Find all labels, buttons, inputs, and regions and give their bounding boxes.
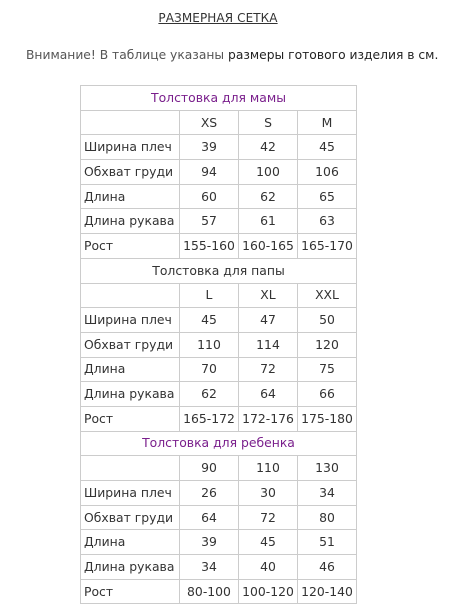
measurement-label: Длина рукава bbox=[81, 209, 180, 234]
measurement-label: Обхват груди bbox=[81, 332, 180, 357]
measurement-value: 64 bbox=[180, 505, 239, 530]
section-title: Толстовка для папы bbox=[81, 258, 357, 283]
size-header-cell: L bbox=[180, 283, 239, 308]
measurement-value: 165-170 bbox=[298, 234, 357, 259]
table-row bbox=[81, 579, 357, 604]
notice-emphasis: размеры готового изделия в см. bbox=[228, 48, 439, 62]
measurement-value: 120-140 bbox=[298, 579, 357, 604]
measurement-value: 51 bbox=[298, 530, 357, 555]
table-row bbox=[81, 184, 357, 209]
measurement-value: 60 bbox=[180, 184, 239, 209]
measurement-value: 26 bbox=[180, 481, 239, 506]
measurement-value: 45 bbox=[180, 308, 239, 333]
notice-prefix: Внимание! В таблице указаны bbox=[26, 48, 229, 62]
measurement-label: Ширина плеч bbox=[81, 308, 180, 333]
measurement-value: 30 bbox=[239, 481, 298, 506]
measurement-value: 110 bbox=[180, 332, 239, 357]
table-row bbox=[81, 406, 357, 431]
measurement-label: Рост bbox=[81, 579, 180, 604]
measurement-label: Длина рукава bbox=[81, 555, 180, 580]
measurement-label: Рост bbox=[81, 234, 180, 259]
measurement-value: 80 bbox=[298, 505, 357, 530]
measurement-value: 72 bbox=[239, 357, 298, 382]
measurement-value: 45 bbox=[298, 135, 357, 160]
table-row bbox=[81, 382, 357, 407]
measurement-value: 34 bbox=[180, 555, 239, 580]
measurement-value: 75 bbox=[298, 357, 357, 382]
size-header-empty-cell bbox=[81, 110, 180, 135]
table-row bbox=[81, 357, 357, 382]
measurement-value: 106 bbox=[298, 160, 357, 185]
table-row bbox=[81, 135, 357, 160]
measurement-label: Длина bbox=[81, 357, 180, 382]
section-title-row bbox=[81, 431, 357, 456]
size-header-row bbox=[81, 456, 357, 481]
size-header-cell: XXL bbox=[298, 283, 357, 308]
measurement-value: 39 bbox=[180, 135, 239, 160]
size-table bbox=[80, 85, 357, 604]
table-row bbox=[81, 308, 357, 333]
size-header-empty-cell bbox=[81, 456, 180, 481]
measurement-value: 45 bbox=[239, 530, 298, 555]
table-row bbox=[81, 332, 357, 357]
measurement-value: 65 bbox=[298, 184, 357, 209]
section-title: Толстовка для мамы bbox=[81, 86, 357, 111]
table-row bbox=[81, 234, 357, 259]
measurement-value: 114 bbox=[239, 332, 298, 357]
size-header-cell: XS bbox=[180, 110, 239, 135]
table-row bbox=[81, 481, 357, 506]
measurement-value: 57 bbox=[180, 209, 239, 234]
section-title-row bbox=[81, 86, 357, 111]
notice-text bbox=[26, 47, 466, 63]
measurement-value: 100-120 bbox=[239, 579, 298, 604]
measurement-label: Рост bbox=[81, 406, 180, 431]
size-header-cell: M bbox=[298, 110, 357, 135]
table-row bbox=[81, 530, 357, 555]
table-row bbox=[81, 160, 357, 185]
measurement-value: 172-176 bbox=[239, 406, 298, 431]
measurement-value: 39 bbox=[180, 530, 239, 555]
table-row bbox=[81, 209, 357, 234]
measurement-value: 47 bbox=[239, 308, 298, 333]
size-header-cell: 130 bbox=[298, 456, 357, 481]
size-header-row bbox=[81, 110, 357, 135]
table-row bbox=[81, 555, 357, 580]
measurement-label: Длина bbox=[81, 530, 180, 555]
measurement-value: 94 bbox=[180, 160, 239, 185]
measurement-label: Обхват груди bbox=[81, 505, 180, 530]
measurement-value: 40 bbox=[239, 555, 298, 580]
section-title-row bbox=[81, 258, 357, 283]
measurement-value: 62 bbox=[239, 184, 298, 209]
size-header-row bbox=[81, 283, 357, 308]
size-header-cell: 90 bbox=[180, 456, 239, 481]
measurement-value: 160-165 bbox=[239, 234, 298, 259]
page-title: РАЗМЕРНАЯ СЕТКА bbox=[158, 11, 278, 25]
measurement-value: 64 bbox=[239, 382, 298, 407]
measurement-value: 66 bbox=[298, 382, 357, 407]
measurement-value: 61 bbox=[239, 209, 298, 234]
measurement-label: Ширина плеч bbox=[81, 135, 180, 160]
size-header-empty-cell bbox=[81, 283, 180, 308]
measurement-label: Длина рукава bbox=[81, 382, 180, 407]
measurement-value: 62 bbox=[180, 382, 239, 407]
measurement-value: 42 bbox=[239, 135, 298, 160]
measurement-value: 165-172 bbox=[180, 406, 239, 431]
measurement-value: 70 bbox=[180, 357, 239, 382]
measurement-value: 155-160 bbox=[180, 234, 239, 259]
section-title: Толстовка для ребенка bbox=[81, 431, 357, 456]
measurement-value: 175-180 bbox=[298, 406, 357, 431]
measurement-value: 120 bbox=[298, 332, 357, 357]
measurement-value: 100 bbox=[239, 160, 298, 185]
measurement-value: 63 bbox=[298, 209, 357, 234]
measurement-label: Обхват груди bbox=[81, 160, 180, 185]
size-table-body bbox=[81, 86, 357, 604]
measurement-label: Длина bbox=[81, 184, 180, 209]
size-header-cell: XL bbox=[239, 283, 298, 308]
measurement-label: Ширина плеч bbox=[81, 481, 180, 506]
table-row bbox=[81, 505, 357, 530]
size-header-cell: S bbox=[239, 110, 298, 135]
measurement-value: 72 bbox=[239, 505, 298, 530]
measurement-value: 46 bbox=[298, 555, 357, 580]
measurement-value: 34 bbox=[298, 481, 357, 506]
measurement-value: 80-100 bbox=[180, 579, 239, 604]
measurement-value: 50 bbox=[298, 308, 357, 333]
size-header-cell: 110 bbox=[239, 456, 298, 481]
